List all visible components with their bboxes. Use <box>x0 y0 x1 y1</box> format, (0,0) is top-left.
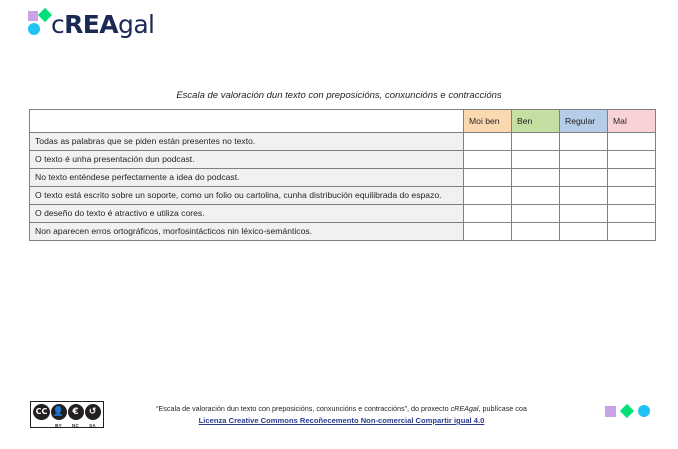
rating-cell-mal[interactable] <box>608 151 656 169</box>
statement-cell: O texto está escrito sobre un soporte, como un folio ou cartolina, cunha distribución equilibrada do espazo. <box>30 187 464 205</box>
cc-item-sa <box>84 401 101 429</box>
footer-credit-project: cREAgal <box>450 404 479 413</box>
header-rating-ben: Ben <box>512 110 560 133</box>
statement-cell: Non aparecen erros ortográficos, morfosintácticos nin léxico-semánticos. <box>30 223 464 241</box>
cc-label-sa: SA <box>89 422 96 428</box>
logo-wordmark-strong: REA <box>64 10 119 39</box>
share-alike-icon: ↺ <box>85 404 101 420</box>
footer-decoration-marks <box>605 403 650 419</box>
statement-cell: O texto é unha presentación dun podcast. <box>30 151 464 169</box>
logo-wordmark-prefix: c <box>51 10 65 39</box>
rating-cell-moi-ben[interactable] <box>464 133 512 151</box>
table-row <box>30 133 656 151</box>
rating-cell-regular[interactable] <box>560 169 608 187</box>
rating-cell-ben[interactable] <box>512 205 560 223</box>
rating-cell-mal[interactable] <box>608 223 656 241</box>
rating-cell-regular[interactable] <box>560 151 608 169</box>
rating-cell-regular[interactable] <box>560 205 608 223</box>
cc-icon: CC <box>33 404 50 420</box>
license-link[interactable]: Licenza Creative Commons Recoñecemento Non-comercial Compartir igual 4.0 <box>198 416 485 425</box>
cc-label-nc: NC <box>71 422 80 428</box>
rating-cell-ben[interactable] <box>512 133 560 151</box>
rating-cell-ben[interactable] <box>512 169 560 187</box>
table-row <box>30 187 656 205</box>
rating-cell-moi-ben[interactable] <box>464 151 512 169</box>
creative-commons-badge[interactable] <box>30 401 104 428</box>
rating-cell-moi-ben[interactable] <box>464 187 512 205</box>
footer-credit <box>115 403 568 426</box>
table-row <box>30 223 656 241</box>
person-icon: 👤 <box>51 404 67 420</box>
rating-cell-ben[interactable] <box>512 223 560 241</box>
table-row <box>30 205 656 223</box>
table-header-row <box>30 110 656 133</box>
header-rating-mal: Mal <box>608 110 656 133</box>
cyan-circle-icon <box>638 405 650 417</box>
footer-credit-part2: , publícase coa <box>478 404 527 413</box>
purple-square-icon <box>605 406 616 417</box>
header-statement-blank <box>30 110 464 133</box>
statement-cell: No texto enténdese perfectamente a idea do podcast. <box>30 169 464 187</box>
header-rating-regular: Regular <box>560 110 608 133</box>
brand-logo <box>28 4 156 38</box>
rating-cell-moi-ben[interactable] <box>464 223 512 241</box>
cyan-circle-icon <box>28 23 40 35</box>
rating-cell-mal[interactable] <box>608 205 656 223</box>
rating-cell-ben[interactable] <box>512 187 560 205</box>
green-diamond-icon <box>38 8 52 22</box>
table-row <box>30 169 656 187</box>
rating-cell-mal[interactable] <box>608 133 656 151</box>
statement-cell: O deseño do texto é atractivo e utiliza cores. <box>30 205 464 223</box>
statement-cell: Todas as palabras que se piden están presentes no texto. <box>30 133 464 151</box>
no-commercial-icon: € <box>68 404 84 420</box>
rating-scale-table <box>29 109 656 241</box>
cc-item-cc <box>33 401 50 429</box>
page-footer <box>0 399 678 439</box>
rating-cell-mal[interactable] <box>608 169 656 187</box>
rating-cell-regular[interactable] <box>560 223 608 241</box>
purple-square-icon <box>28 11 38 21</box>
page-title: Escala de valoración dun texto con preposicións, conxuncións e contraccións <box>176 90 502 101</box>
cc-item-by <box>50 401 67 429</box>
rating-cell-moi-ben[interactable] <box>464 205 512 223</box>
logo-wordmark-suffix: gal <box>118 10 155 39</box>
rating-cell-mal[interactable] <box>608 187 656 205</box>
cc-item-nc <box>67 401 84 429</box>
logo-marks <box>28 8 52 38</box>
rating-cell-regular[interactable] <box>560 133 608 151</box>
footer-credit-part1: “Escala de valoración dun texto con preposicións, conxuncións e contraccións”, do proxecto <box>156 404 451 413</box>
rating-cell-regular[interactable] <box>560 187 608 205</box>
header-rating-moi-ben: Moi ben <box>464 110 512 133</box>
table-row <box>30 151 656 169</box>
green-diamond-icon <box>620 404 634 418</box>
rating-cell-moi-ben[interactable] <box>464 169 512 187</box>
logo-wordmark <box>51 12 154 37</box>
rating-cell-ben[interactable] <box>512 151 560 169</box>
cc-label-by: BY <box>55 422 62 428</box>
